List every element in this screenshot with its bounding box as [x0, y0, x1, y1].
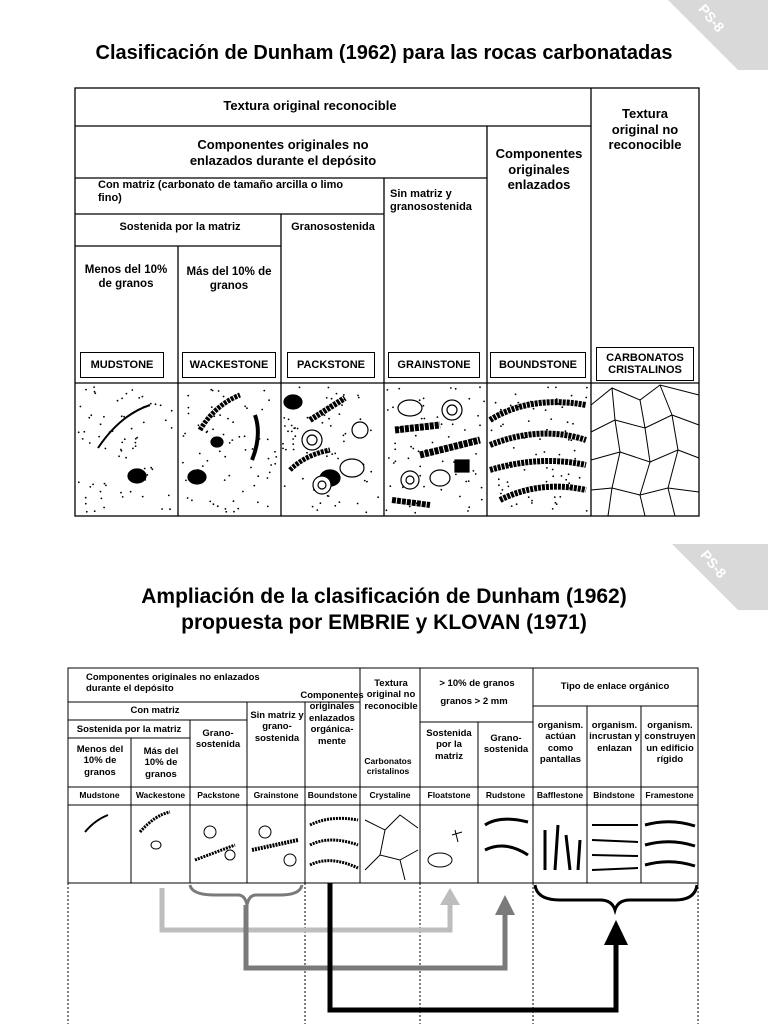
- top-header-no-reconocible: Textura original no reconocible: [608, 106, 682, 153]
- top-header-enlazados: Componentes originales enlazados: [495, 146, 583, 193]
- bottom-header-incrustan: organism. incrustan y enlazan: [589, 720, 640, 754]
- bottom-rock-grainstone: Grainstone: [253, 790, 299, 800]
- bottom-header-no-enlazados: Componentes originales no enlazados durante el depósito: [86, 672, 260, 695]
- top-badge-label: PS-8: [695, 0, 728, 36]
- bottom-header-grano-sostenida: Grano-sostenida: [483, 733, 529, 756]
- bottom-rock-floatstone: Floatstone: [427, 790, 471, 800]
- bottom-rock-bindstone: Bindstone: [593, 790, 635, 800]
- bottom-rock-crystaline: Crystaline: [369, 790, 411, 800]
- top-title: Clasificación de Dunham (1962) para las rocas carbonatadas: [95, 42, 673, 64]
- top-rock-boundstone: BOUNDSTONE: [490, 352, 586, 378]
- bottom-rock-mudstone: Mudstone: [79, 790, 120, 800]
- top-header-sin-matriz: Sin matriz y granosostenida: [390, 188, 472, 214]
- bottom-header-sin-matriz: Sin matriz y grano-sostenida: [250, 710, 304, 744]
- top-header-con-matriz: Con matriz (carbonato de tamaño arcilla o limo fino): [98, 179, 344, 205]
- bottom-header-actuan: organism. actúan como pantallas: [537, 720, 584, 766]
- top-header-no-enlazados: Componentes originales no enlazados durante el depósito: [189, 137, 377, 168]
- bottom-rock-rudstone: Rudstone: [485, 790, 526, 800]
- top-rock-carbonatos-cristalinos: CARBONATOS CRISTALINOS: [596, 347, 694, 381]
- bottom-header-no-reconocible: Textura original no reconocible: [364, 678, 418, 712]
- bottom-header-mas10-granos: > 10% de granos: [439, 678, 515, 689]
- bottom-header-granosostenida: Grano-sostenida: [195, 728, 241, 751]
- bottom-rock-framestone: Framestone: [645, 790, 694, 800]
- bottom-header-sostenida-por-matriz: Sostenida por la matriz: [426, 728, 472, 762]
- top-header-menos10: Menos del 10% de granos: [84, 264, 168, 290]
- bottom-rock-packstone: Packstone: [197, 790, 240, 800]
- bottom-badge-label: PS-8: [697, 546, 730, 582]
- bottom-header-construyen: organism. construyen un edificio rígido: [644, 720, 696, 766]
- bottom-header-tipo-enlace: Tipo de enlace orgánico: [560, 681, 670, 692]
- top-header-granosostenida: Granosostenida: [291, 221, 375, 233]
- top-header-reconocible: Textura original reconocible: [223, 98, 397, 113]
- bottom-header-carbonatos: Carbonatos cristalinos: [364, 756, 412, 777]
- bottom-header-granos2mm: granos > 2 mm: [440, 696, 508, 707]
- top-rock-wackestone: WACKESTONE: [182, 352, 276, 378]
- bottom-header-con-matriz: Con matriz: [130, 705, 180, 716]
- top-rock-mudstone: MUDSTONE: [80, 352, 164, 378]
- top-header-sostenida-matriz: Sostenida por la matriz: [119, 221, 241, 233]
- bottom-rock-wackestone: Wackestone: [135, 790, 186, 800]
- bottom-rock-boundstone: Boundstone: [307, 790, 358, 800]
- top-rock-grainstone: GRAINSTONE: [388, 352, 480, 378]
- bottom-title-line2: propuesta por EMBRIE y KLOVAN (1971): [181, 611, 587, 634]
- bottom-header-menos10: Menos del 10% de granos: [76, 744, 124, 778]
- bottom-header-enlazados: Componentes originales enlazados orgánica-mente: [300, 690, 364, 747]
- top-header-mas10: Más del 10% de granos: [186, 266, 272, 292]
- bottom-rock-bafflestone: Bafflestone: [536, 790, 584, 800]
- bottom-header-sostenida-matriz: Sostenida por la matriz: [76, 724, 182, 735]
- bottom-header-mas10: Más del 10% de granos: [143, 746, 179, 780]
- top-rock-packstone: PACKSTONE: [287, 352, 375, 378]
- bottom-title-line1: Ampliación de la clasificación de Dunham (1962): [141, 585, 627, 608]
